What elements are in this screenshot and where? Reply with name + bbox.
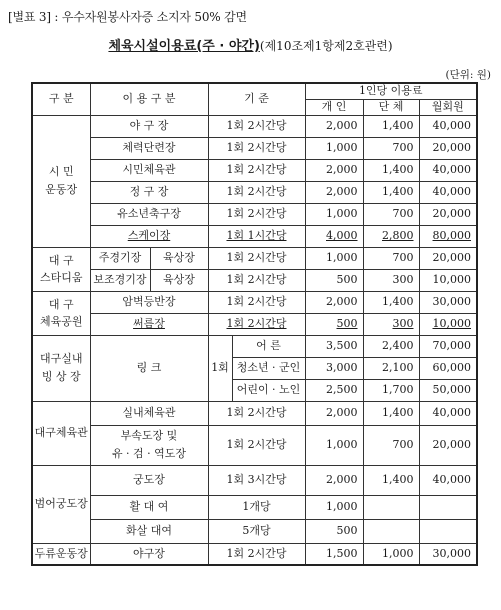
monthly-cell: 20,000 — [419, 203, 477, 225]
table-row — [32, 465, 477, 495]
team-cell — [363, 495, 419, 519]
team-cell: 1,400 — [363, 465, 419, 495]
group-park: 대 구 체육공원 — [32, 291, 90, 335]
table-row — [32, 401, 477, 425]
individual-cell: 2,000 — [305, 115, 363, 137]
table-row — [32, 269, 477, 291]
facility-cell: 암벽등반장 — [90, 291, 208, 313]
monthly-cell: 40,000 — [419, 159, 477, 181]
facility-cell: 스케이장 — [90, 225, 208, 247]
monthly-cell: 20,000 — [419, 137, 477, 159]
table-row — [32, 425, 477, 465]
table-row — [32, 335, 477, 357]
col-group: 구 분 — [32, 83, 90, 115]
team-cell: 2,400 — [363, 335, 419, 357]
team-cell: 700 — [363, 247, 419, 269]
team-cell: 1,400 — [363, 115, 419, 137]
sub-facility-cell: 육상장 — [150, 247, 208, 269]
individual-cell: 2,000 — [305, 181, 363, 203]
facility-cell: 야 구 장 — [90, 115, 208, 137]
table-row — [32, 495, 477, 519]
group-citizen: 시 민 운동장 — [32, 115, 90, 247]
monthly-cell: 60,000 — [419, 357, 477, 379]
facility-cell: 야구장 — [90, 543, 208, 565]
standard-cell: 1회 2시간당 — [208, 115, 305, 137]
individual-cell: 2,000 — [305, 159, 363, 181]
monthly-cell: 50,000 — [419, 379, 477, 401]
monthly-cell: 80,000 — [419, 225, 477, 247]
team-cell: 1,700 — [363, 379, 419, 401]
monthly-cell — [419, 519, 477, 543]
facility-cell: 주경기장 — [90, 247, 150, 269]
table-row — [32, 291, 477, 313]
col-fee-header: 1인당 이용료 — [305, 83, 477, 99]
table-row — [32, 519, 477, 543]
group-stadium: 대 구 스타디움 — [32, 247, 90, 291]
team-cell: 1,400 — [363, 401, 419, 425]
sub-standard-cell: 어린이 · 노인 — [232, 379, 305, 401]
title-sub: (제10조제1항제2호관련) — [259, 39, 393, 53]
standard-cell: 1회 3시간당 — [208, 465, 305, 495]
table-row — [32, 115, 477, 137]
facility-cell: 부속도장 및 유 · 검 · 역도장 — [90, 425, 208, 465]
standard-cell: 5개당 — [208, 519, 305, 543]
standard-cell: 1회 2시간당 — [208, 425, 305, 465]
individual-cell: 1,000 — [305, 495, 363, 519]
team-cell: 2,100 — [363, 357, 419, 379]
individual-cell: 500 — [305, 313, 363, 335]
individual-cell: 1,000 — [305, 247, 363, 269]
group-duryu: 두류운동장 — [32, 543, 90, 565]
table-row — [32, 181, 477, 203]
individual-cell: 1,000 — [305, 203, 363, 225]
facility-cell: 시민체육관 — [90, 159, 208, 181]
standard-prefix-cell: 1회 — [208, 335, 232, 401]
individual-cell: 3,000 — [305, 357, 363, 379]
individual-cell: 4,000 — [305, 225, 363, 247]
individual-cell: 500 — [305, 519, 363, 543]
individual-cell: 500 — [305, 269, 363, 291]
individual-cell: 2,000 — [305, 401, 363, 425]
standard-cell: 1회 1시간당 — [208, 225, 305, 247]
team-cell: 1,000 — [363, 543, 419, 565]
page-title — [0, 35, 501, 54]
standard-cell: 1회 2시간당 — [208, 291, 305, 313]
monthly-cell: 30,000 — [419, 543, 477, 565]
team-cell: 1,400 — [363, 181, 419, 203]
monthly-cell: 10,000 — [419, 269, 477, 291]
facility-cell: 화살 대여 — [90, 519, 208, 543]
unit-label: (단위: 원) — [445, 69, 491, 81]
col-standard: 기 준 — [208, 83, 305, 115]
facility-cell: 실내체육관 — [90, 401, 208, 425]
sub-standard-cell: 청소년 · 군인 — [232, 357, 305, 379]
group-gym: 대구체육관 — [32, 401, 90, 465]
col-facility: 이 용 구 분 — [90, 83, 208, 115]
individual-cell: 1,500 — [305, 543, 363, 565]
facility-cell: 궁도장 — [90, 465, 208, 495]
monthly-cell: 40,000 — [419, 465, 477, 495]
team-cell — [363, 519, 419, 543]
monthly-cell — [419, 495, 477, 519]
sub-standard-cell: 어 른 — [232, 335, 305, 357]
table-row — [32, 247, 477, 269]
individual-cell: 2,000 — [305, 291, 363, 313]
monthly-cell: 20,000 — [419, 425, 477, 465]
individual-cell: 3,500 — [305, 335, 363, 357]
fee-table — [31, 82, 478, 566]
facility-cell: 활 대 여 — [90, 495, 208, 519]
table-row — [32, 225, 477, 247]
monthly-cell: 10,000 — [419, 313, 477, 335]
facility-cell: 유소년축구장 — [90, 203, 208, 225]
header-note: [별표 3] : 우수자원봉사자증 소지자 50% 감면 — [8, 10, 247, 24]
sub-facility-cell: 육상장 — [150, 269, 208, 291]
facility-cell: 정 구 장 — [90, 181, 208, 203]
monthly-cell: 20,000 — [419, 247, 477, 269]
col-monthly: 월회원 — [419, 99, 477, 115]
col-individual: 개 인 — [305, 99, 363, 115]
col-team: 단 체 — [363, 99, 419, 115]
individual-cell: 2,000 — [305, 465, 363, 495]
team-cell: 700 — [363, 203, 419, 225]
standard-cell: 1회 2시간당 — [208, 401, 305, 425]
team-cell: 2,800 — [363, 225, 419, 247]
group-ice: 대구실내 빙 상 장 — [32, 335, 90, 401]
team-cell: 300 — [363, 269, 419, 291]
facility-cell: 체력단련장 — [90, 137, 208, 159]
facility-cell: 링 크 — [90, 335, 208, 401]
team-cell: 1,400 — [363, 291, 419, 313]
standard-cell: 1회 2시간당 — [208, 269, 305, 291]
standard-cell: 1회 2시간당 — [208, 159, 305, 181]
team-cell: 1,400 — [363, 159, 419, 181]
individual-cell: 1,000 — [305, 425, 363, 465]
team-cell: 700 — [363, 137, 419, 159]
table-row — [32, 313, 477, 335]
header-row — [32, 83, 477, 99]
team-cell: 300 — [363, 313, 419, 335]
monthly-cell: 40,000 — [419, 115, 477, 137]
monthly-cell: 40,000 — [419, 401, 477, 425]
facility-cell: 써름장 — [90, 313, 208, 335]
standard-cell: 1개당 — [208, 495, 305, 519]
table-row — [32, 203, 477, 225]
standard-cell: 1회 2시간당 — [208, 543, 305, 565]
monthly-cell: 70,000 — [419, 335, 477, 357]
table-row — [32, 159, 477, 181]
standard-cell: 1회 2시간당 — [208, 247, 305, 269]
table-row — [32, 543, 477, 565]
title-main: 체육시설이용료(주 · 야간) — [108, 39, 260, 54]
individual-cell: 2,500 — [305, 379, 363, 401]
standard-cell: 1회 2시간당 — [208, 203, 305, 225]
individual-cell: 1,000 — [305, 137, 363, 159]
monthly-cell: 40,000 — [419, 181, 477, 203]
facility-cell: 보조경기장 — [90, 269, 150, 291]
group-archery: 범어궁도장 — [32, 465, 90, 543]
standard-cell: 1회 2시간당 — [208, 181, 305, 203]
table-row — [32, 137, 477, 159]
standard-cell: 1회 2시간당 — [208, 137, 305, 159]
standard-cell: 1회 2시간당 — [208, 313, 305, 335]
monthly-cell: 30,000 — [419, 291, 477, 313]
team-cell: 700 — [363, 425, 419, 465]
